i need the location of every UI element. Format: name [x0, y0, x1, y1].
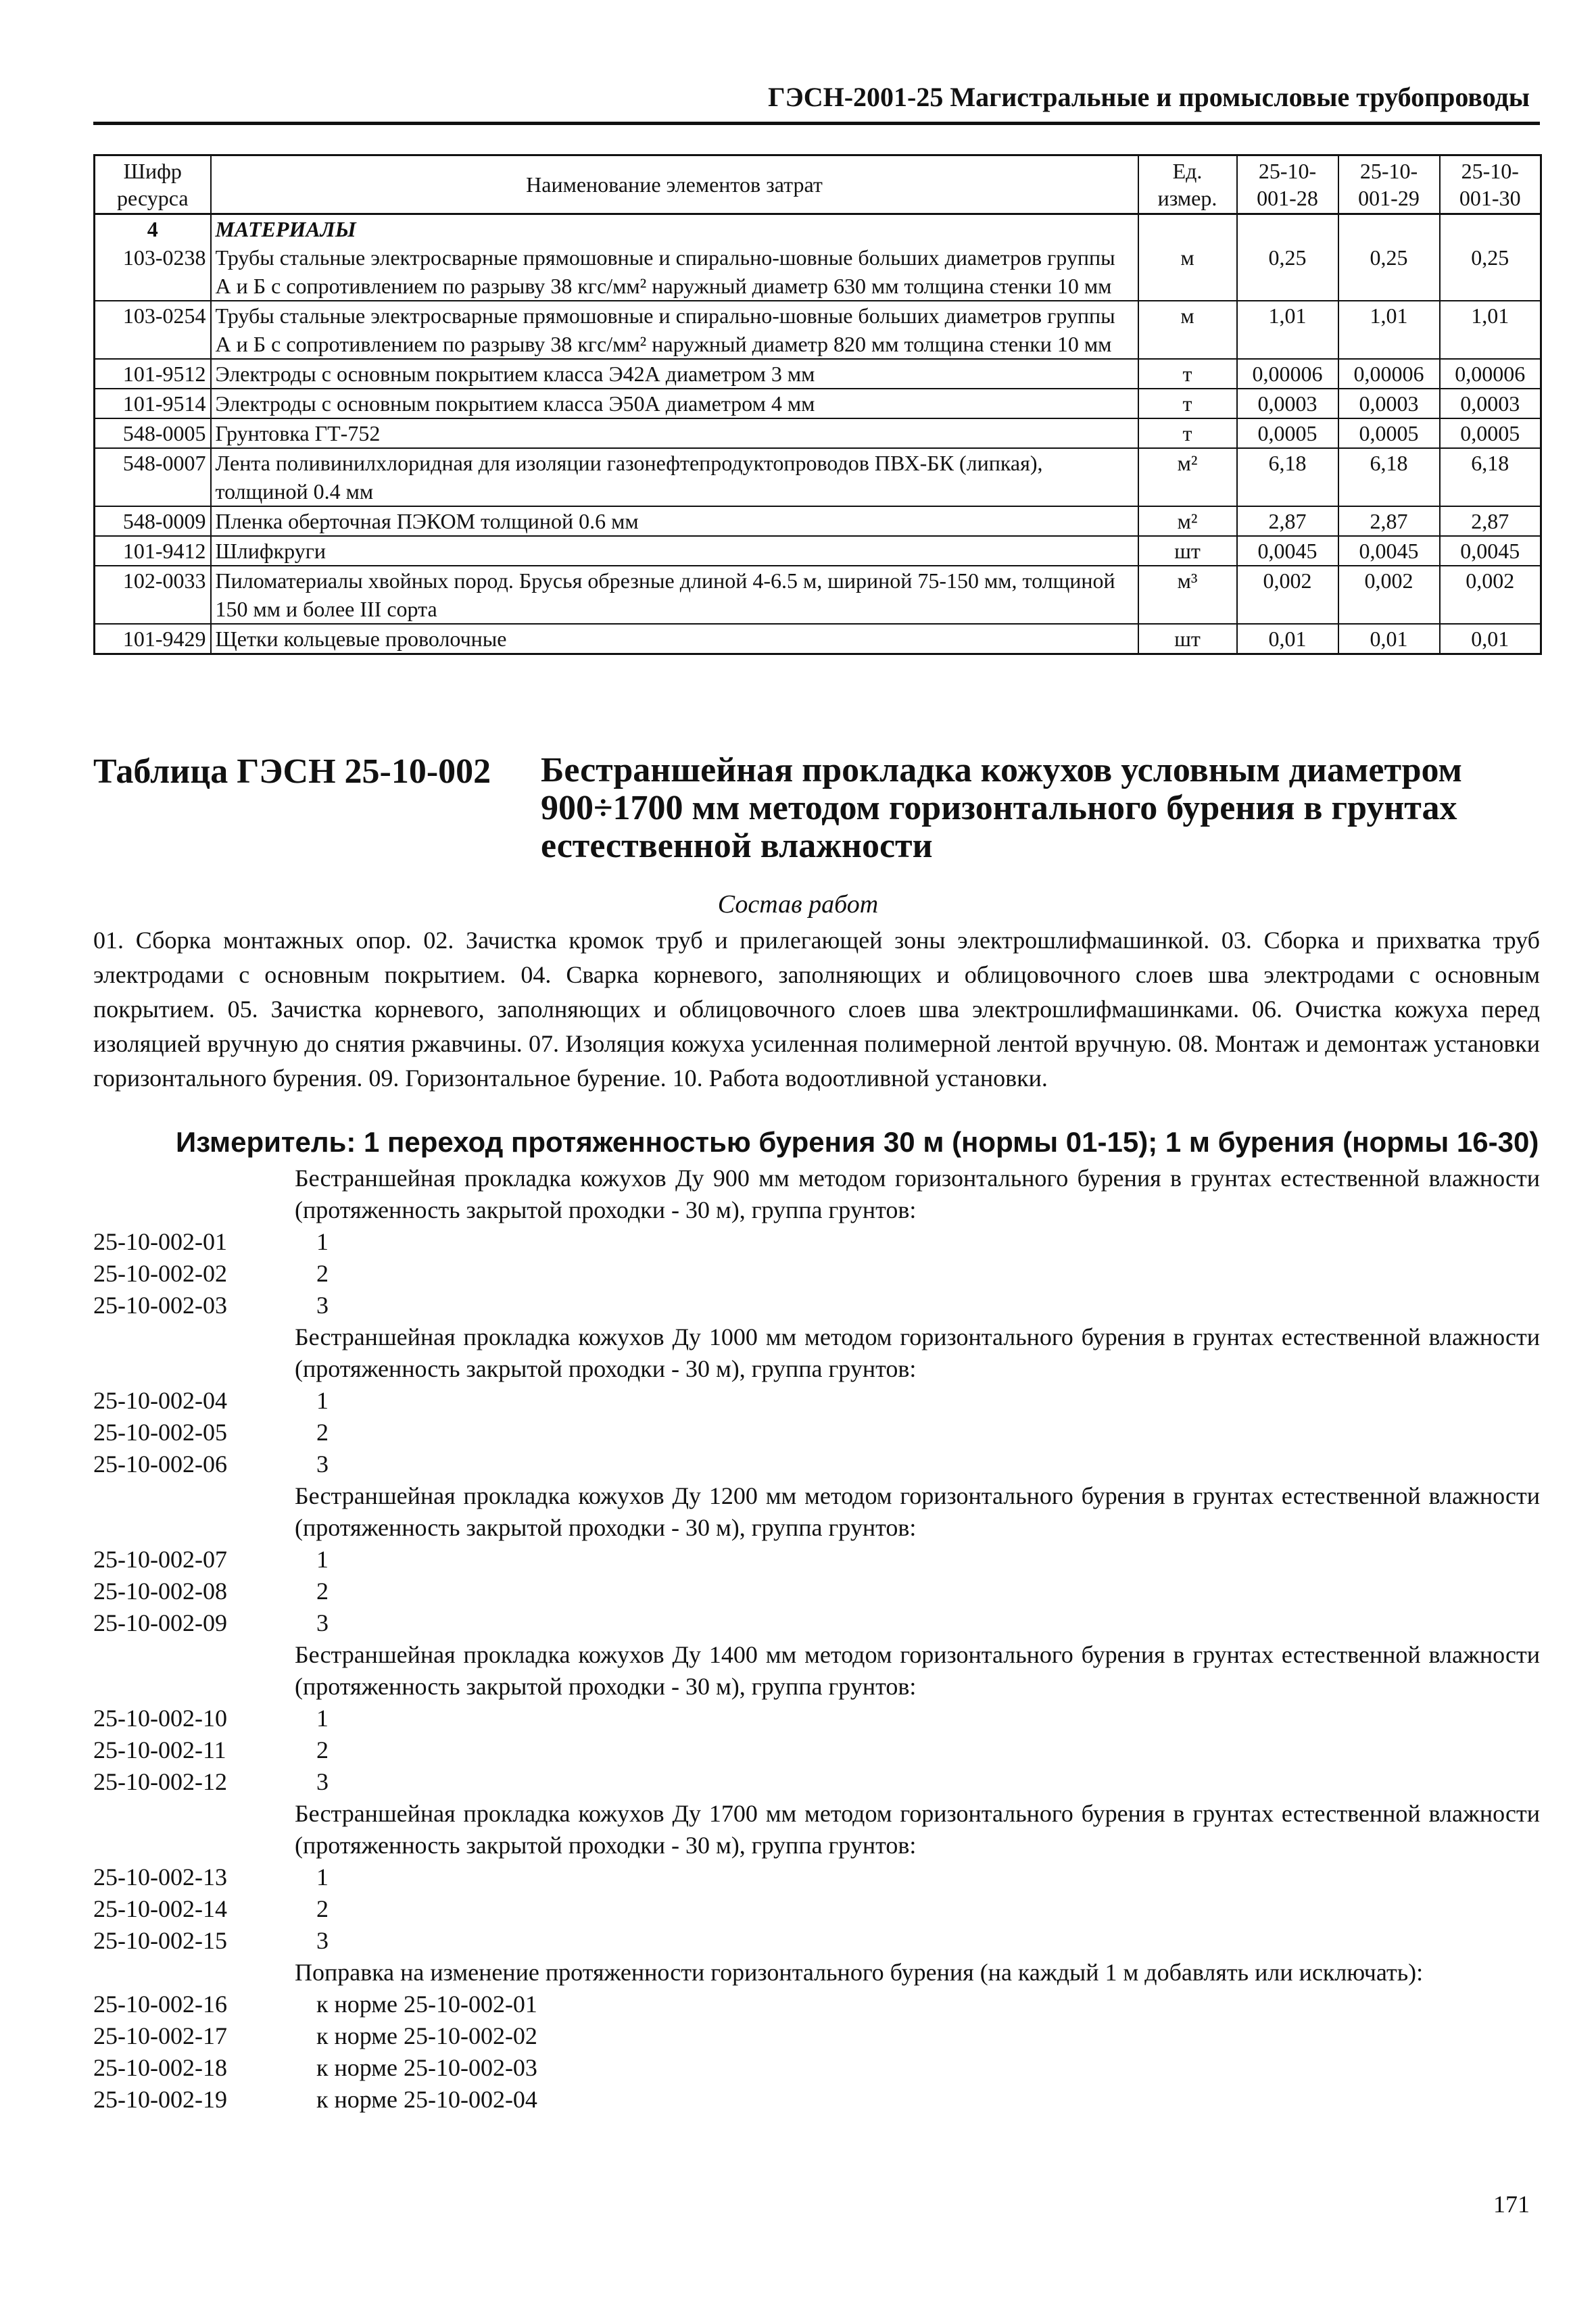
norm-code: 25-10-002-07 — [93, 1546, 227, 1573]
norm-row — [93, 1766, 1540, 1798]
table-row — [95, 624, 1541, 654]
resource-code: 102-0033 — [95, 566, 211, 624]
resource-code: 101-9514 — [95, 389, 211, 418]
value-c1: 1,01 — [1237, 301, 1338, 359]
value-c1: 0,00006 — [1237, 359, 1338, 389]
group-description: Поправка на изменение протяженности горизонтального бурения (на каждый 1 м добавлять или исключать): — [295, 1959, 1424, 1986]
norm-code: 25-10-002-16 — [93, 1991, 227, 2018]
norm-value: к норме 25-10-002-04 — [316, 2086, 537, 2113]
resource-code: 101-9429 — [95, 624, 211, 654]
resource-unit: м — [1138, 301, 1237, 359]
value-c3: 0,0045 — [1440, 536, 1541, 566]
table-row — [95, 536, 1541, 566]
value-c2: 0,00006 — [1338, 359, 1440, 389]
table-heading: Таблица ГЭСН 25-10-002 — [93, 752, 491, 791]
section-label: МАТЕРИАЛЫ — [211, 214, 1138, 244]
resource-name: Шлифкруги — [211, 536, 1138, 566]
section-row — [95, 214, 1541, 244]
resource-code: 548-0005 — [95, 418, 211, 448]
norm-value: 3 — [316, 1768, 329, 1795]
value-c3: 0,25 — [1440, 243, 1541, 301]
resource-name: Электроды с основным покрытием класса Э50А диаметром 4 мм — [211, 389, 1138, 418]
table-title: Бестраншейная прокладка кожухов условным диаметром 900÷1700 мм методом горизонтального бурения в грунтах естественной влажности — [541, 751, 1462, 865]
value-c2: 0,01 — [1338, 624, 1440, 654]
norm-row — [93, 1734, 1540, 1766]
norm-code: 25-10-002-13 — [93, 1863, 227, 1891]
norm-code: 25-10-002-17 — [93, 2022, 227, 2049]
resource-name: Грунтовка ГТ-752 — [211, 418, 1138, 448]
norm-value: 1 — [316, 1546, 329, 1573]
group-description: Бестраншейная прокладка кожухов Ду 1200 мм методом горизонтального бурения в грунтах естественной влажности (протяженность закрытой проходки - 30 м), группа грунтов: — [295, 1482, 1540, 1541]
value-c2: 0,0045 — [1338, 536, 1440, 566]
value-c2: 6,18 — [1338, 448, 1440, 506]
norms-list — [93, 1163, 1540, 2116]
norm-value: к норме 25-10-002-03 — [316, 2054, 537, 2081]
header-rule — [93, 122, 1540, 125]
norm-value: 3 — [316, 1292, 329, 1319]
resource-unit: шт — [1138, 536, 1237, 566]
section-number: 4 — [95, 214, 211, 244]
table-row — [95, 448, 1541, 506]
norm-row — [93, 1385, 1540, 1417]
value-c1: 6,18 — [1237, 448, 1338, 506]
value-c1: 0,0045 — [1237, 536, 1338, 566]
value-c3: 1,01 — [1440, 301, 1541, 359]
norm-value: 2 — [316, 1895, 329, 1922]
table-row — [95, 359, 1541, 389]
col-header-code: Шифр ресурса — [95, 155, 211, 214]
norm-value: 2 — [316, 1736, 329, 1763]
norm-value: 2 — [316, 1578, 329, 1605]
norm-row — [93, 1226, 1540, 1258]
resource-unit: м — [1138, 243, 1237, 301]
value-c3: 0,002 — [1440, 566, 1541, 624]
page-number: 171 — [1493, 2191, 1530, 2218]
resource-name: Трубы стальные электросварные прямошовные и спирально-шовные больших диаметров группы А и Б с сопротивлением по разрыву 38 кгс/мм² наружный диаметр 630 мм толщина стенки 10 мм — [211, 243, 1138, 301]
value-c2: 0,0003 — [1338, 389, 1440, 418]
table-row — [95, 418, 1541, 448]
norm-value: к норме 25-10-002-01 — [316, 1991, 537, 2018]
norm-code: 25-10-002-19 — [93, 2086, 227, 2113]
resource-code: 548-0007 — [95, 448, 211, 506]
resource-code: 101-9412 — [95, 536, 211, 566]
norm-value: 1 — [316, 1705, 329, 1732]
norm-code: 25-10-002-15 — [93, 1927, 227, 1954]
resource-code: 548-0009 — [95, 506, 211, 536]
norm-code: 25-10-002-01 — [93, 1228, 227, 1255]
value-c1: 0,01 — [1237, 624, 1338, 654]
norm-value: 3 — [316, 1451, 329, 1478]
value-c2: 2,87 — [1338, 506, 1440, 536]
norm-row — [93, 1290, 1540, 1321]
value-c3: 2,87 — [1440, 506, 1541, 536]
resource-name: Пленка оберточная ПЭКОМ толщиной 0.6 мм — [211, 506, 1138, 536]
resource-unit: т — [1138, 389, 1237, 418]
norm-value: 1 — [316, 1228, 329, 1255]
norm-value: 1 — [316, 1863, 329, 1891]
group-description: Бестраншейная прокладка кожухов Ду 1000 мм методом горизонтального бурения в грунтах естественной влажности (протяженность закрытой проходки - 30 м), группа грунтов: — [295, 1323, 1540, 1382]
running-header: ГЭСН-2001-25 Магистральные и промысловые трубопроводы — [768, 82, 1530, 112]
col-header-unit: Ед. измер. — [1138, 155, 1237, 214]
norm-code: 25-10-002-05 — [93, 1419, 227, 1446]
value-c1: 0,25 — [1237, 243, 1338, 301]
resource-unit: шт — [1138, 624, 1237, 654]
resource-unit: м³ — [1138, 566, 1237, 624]
measure-line: Измеритель: 1 переход протяженностью бурения 30 м (нормы 01-15); 1 м бурения (нормы 16-30) — [176, 1126, 1539, 1158]
norm-code: 25-10-002-18 — [93, 2054, 227, 2081]
value-c2: 0,0005 — [1338, 418, 1440, 448]
resource-unit: м² — [1138, 506, 1237, 536]
resource-code: 103-0238 — [95, 243, 211, 301]
resource-code: 101-9512 — [95, 359, 211, 389]
norm-value: 3 — [316, 1927, 329, 1954]
norm-row — [93, 1607, 1540, 1639]
resource-name: Пиломатериалы хвойных пород. Брусья обрезные длиной 4-6.5 м, шириной 75-150 мм, толщиной 150 мм и более III сорта — [211, 566, 1138, 624]
works-text: 01. Сборка монтажных опор. 02. Зачистка кромок труб и прилегающей зоны электрошлифмашинкой. 03. Сборка и прихватка труб электродами с основным покрытием. 04. Сварка корневого, заполняющих и облицовочного слоев шва электродами с основным покрытием. 05. Зачистка корневого, заполняющих и облицовочного слоев шва электрошлифмашинками. 06. Очистка кожуха перед изоляцией вручную до снятия ржавчины. 07. Изоляция кожуха усиленная полимерной лентой вручную. 08. Монтаж и демонтаж установки горизонтального бурения. 09. Горизонтальное бурение. 10. Работа водоотливной установки. — [93, 927, 1540, 1092]
norm-code: 25-10-002-03 — [93, 1292, 227, 1319]
resource-unit: т — [1138, 418, 1237, 448]
norm-code: 25-10-002-10 — [93, 1705, 227, 1732]
norm-row — [93, 1258, 1540, 1290]
resource-unit: м² — [1138, 448, 1237, 506]
value-c1: 0,0005 — [1237, 418, 1338, 448]
value-c1: 0,0003 — [1237, 389, 1338, 418]
norm-value: к норме 25-10-002-02 — [316, 2022, 537, 2049]
table-row — [95, 566, 1541, 624]
col-header-c3: 25-10-001-30 — [1440, 155, 1541, 214]
value-c3: 0,0005 — [1440, 418, 1541, 448]
value-c3: 6,18 — [1440, 448, 1541, 506]
table-row — [95, 389, 1541, 418]
norm-code: 25-10-002-06 — [93, 1451, 227, 1478]
resource-name: Щетки кольцевые проволочные — [211, 624, 1138, 654]
norm-row — [93, 1544, 1540, 1576]
norm-row — [93, 2084, 1540, 2116]
norm-row — [93, 2052, 1540, 2084]
resource-name: Трубы стальные электросварные прямошовные и спирально-шовные больших диаметров группы А и Б с сопротивлением по разрыву 38 кгс/мм² наружный диаметр 820 мм толщина стенки 10 мм — [211, 301, 1138, 359]
value-c3: 0,0003 — [1440, 389, 1541, 418]
col-header-c2: 25-10-001-29 — [1338, 155, 1440, 214]
table-row — [95, 301, 1541, 359]
norm-code: 25-10-002-08 — [93, 1578, 227, 1605]
group-description: Бестраншейная прокладка кожухов Ду 900 мм методом горизонтального бурения в грунтах естественной влажности (протяженность закрытой проходки - 30 м), группа грунтов: — [295, 1165, 1540, 1223]
value-c2: 0,25 — [1338, 243, 1440, 301]
resource-name: Электроды с основным покрытием класса Э42А диаметром 3 мм — [211, 359, 1138, 389]
norm-code: 25-10-002-14 — [93, 1895, 227, 1922]
norm-row — [93, 1893, 1540, 1925]
norm-row — [93, 1861, 1540, 1893]
value-c1: 2,87 — [1237, 506, 1338, 536]
table-row — [95, 243, 1541, 301]
norm-row — [93, 1448, 1540, 1480]
norm-value: 2 — [316, 1419, 329, 1446]
value-c3: 0,00006 — [1440, 359, 1541, 389]
value-c2: 1,01 — [1338, 301, 1440, 359]
value-c1: 0,002 — [1237, 566, 1338, 624]
norm-row — [93, 1989, 1540, 2020]
norm-code: 25-10-002-12 — [93, 1768, 227, 1795]
norm-value: 1 — [316, 1387, 329, 1414]
norm-value: 2 — [316, 1260, 329, 1287]
resource-name: Лента поливинилхлоридная для изоляции газонефтепродуктопроводов ПВХ-БК (липкая), толщиной 0.4 мм — [211, 448, 1138, 506]
norm-row — [93, 1417, 1540, 1448]
norm-row — [93, 1703, 1540, 1734]
table-row — [95, 506, 1541, 536]
norm-code: 25-10-002-02 — [93, 1260, 227, 1287]
norm-code: 25-10-002-04 — [93, 1387, 227, 1414]
norm-value: 3 — [316, 1609, 329, 1636]
norm-code: 25-10-002-09 — [93, 1609, 227, 1636]
resource-code: 103-0254 — [95, 301, 211, 359]
works-caption: Состав работ — [717, 890, 879, 919]
materials-table — [93, 154, 1542, 655]
col-header-name: Наименование элементов затрат — [211, 155, 1138, 214]
group-description: Бестраншейная прокладка кожухов Ду 1400 мм методом горизонтального бурения в грунтах естественной влажности (протяженность закрытой проходки - 30 м), группа грунтов: — [295, 1641, 1540, 1700]
norm-row — [93, 2020, 1540, 2052]
group-description: Бестраншейная прокладка кожухов Ду 1700 мм методом горизонтального бурения в грунтах естественной влажности (протяженность закрытой проходки - 30 м), группа грунтов: — [295, 1800, 1540, 1859]
col-header-c1: 25-10-001-28 — [1237, 155, 1338, 214]
norm-code: 25-10-002-11 — [93, 1736, 226, 1763]
norm-row — [93, 1576, 1540, 1607]
norm-row — [93, 1925, 1540, 1957]
resource-unit: т — [1138, 359, 1237, 389]
value-c2: 0,002 — [1338, 566, 1440, 624]
value-c3: 0,01 — [1440, 624, 1541, 654]
